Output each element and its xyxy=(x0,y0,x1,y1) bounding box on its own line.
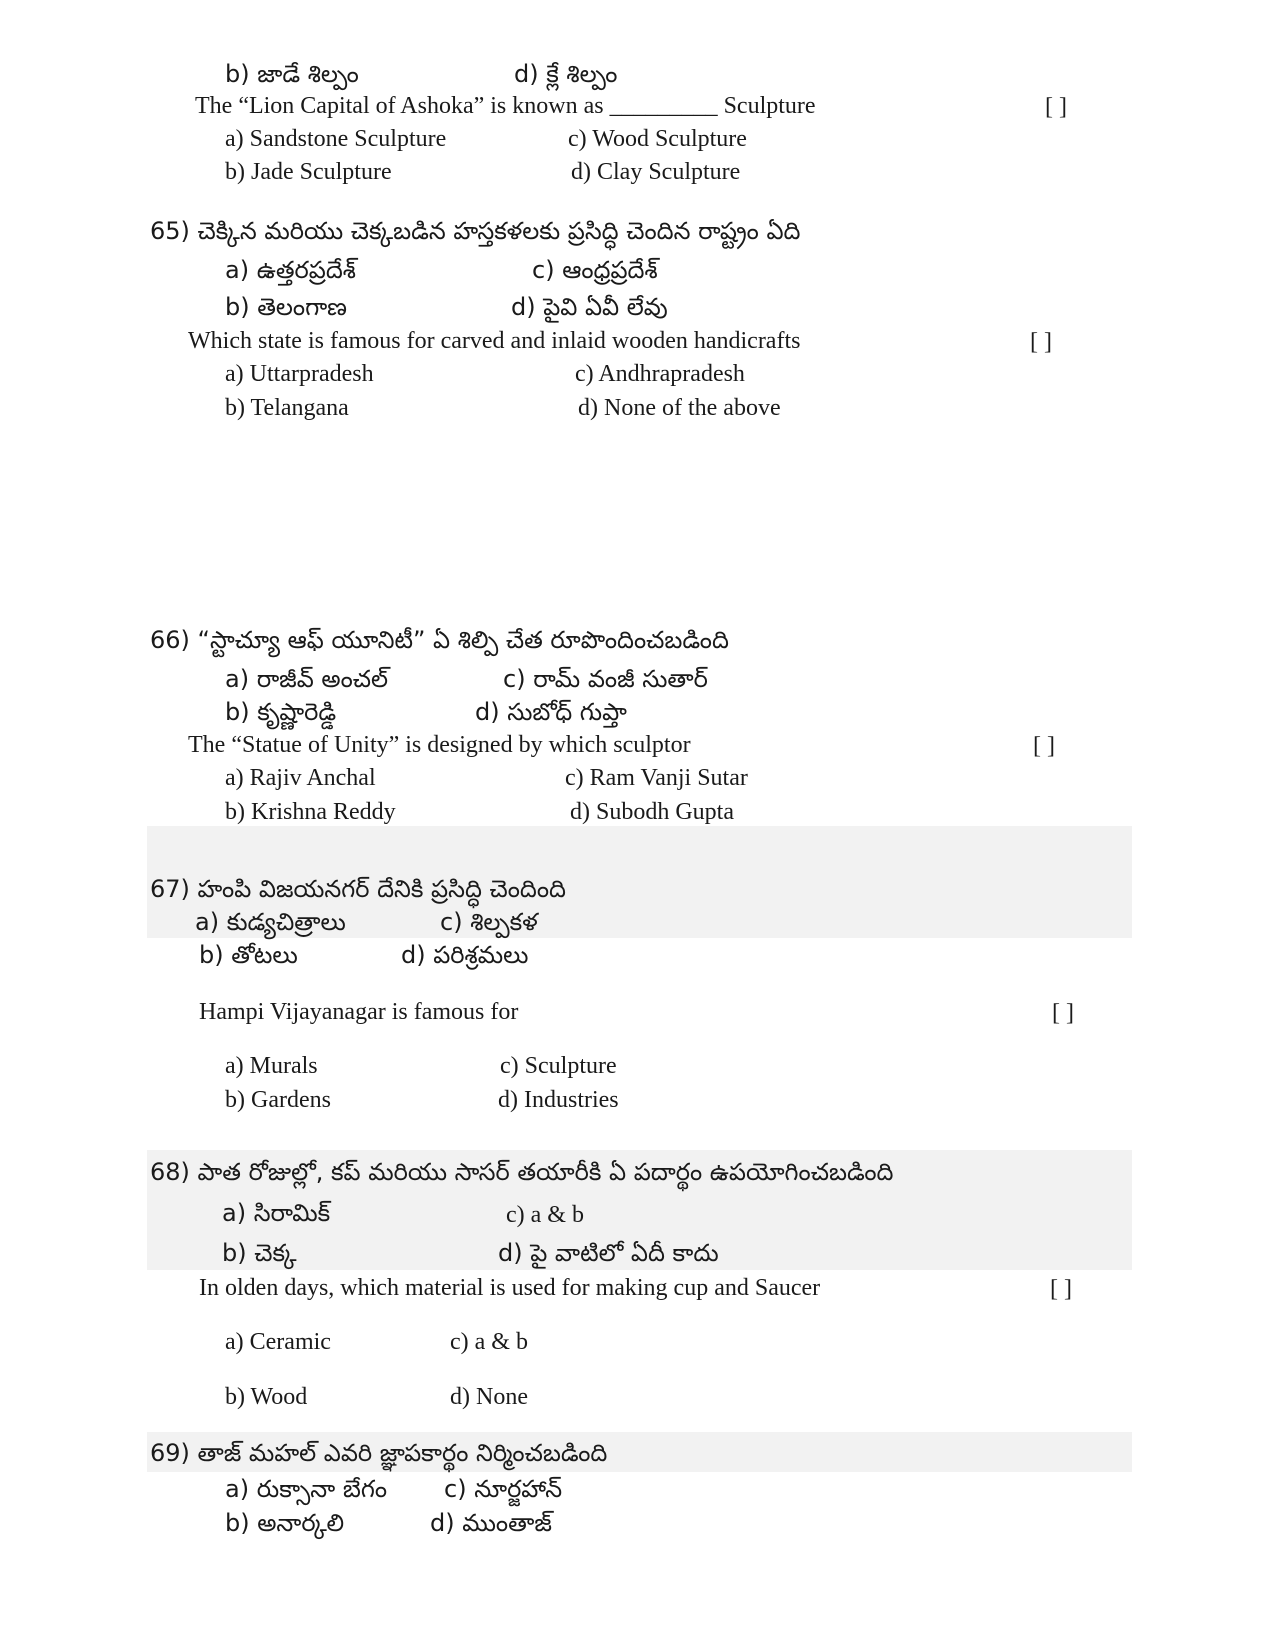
q66-answer-box[interactable]: [ ] xyxy=(1033,733,1055,759)
q65-en-question: Which state is famous for carved and inlaid wooden handicrafts xyxy=(188,328,801,354)
q67-te-option-b: b) తోటలు xyxy=(199,941,298,969)
q67-te-option-d: d) పరిశ్రమలు xyxy=(401,941,529,969)
q68-te-question: 68) పాత రోజుల్లో, కప్ మరియు సాసర్ తయారీకి ఏ పదార్థం ఉపయోగించబడింది xyxy=(150,1158,894,1186)
q66-en-question: The “Statue of Unity” is designed by which sculptor xyxy=(188,732,691,758)
q66-te-option-a: a) రాజీవ్ అంచల్ xyxy=(225,665,389,693)
q69-te-question: 69) తాజ్ మహల్ ఎవరి జ్ఞాపకార్థం నిర్మించబడింది xyxy=(150,1439,608,1467)
q65-te-question: 65) చెక్కిన మరియు చెక్కబడిన హస్తకళలకు ప్రసిద్ధి చెందిన రాష్ట్రం ఏది xyxy=(150,217,801,245)
q65-en-option-a: a) Uttarpradesh xyxy=(225,361,374,387)
q67-te-option-a: a) కుడ్యచిత్రాలు xyxy=(195,908,346,936)
q64-te-option-d: d) క్లే శిల్పం xyxy=(514,60,618,88)
q64-te-option-b: b) జాడే శిల్పం xyxy=(225,60,359,88)
q64-answer-box[interactable]: [ ] xyxy=(1045,94,1067,120)
q66-te-option-d: d) సుబోధ్ గుప్తా xyxy=(475,698,627,726)
q68-te-option-c: c) a & b xyxy=(506,1202,584,1228)
q68-te-option-b: b) చెక్క xyxy=(222,1239,297,1267)
q65-en-option-d: d) None of the above xyxy=(578,395,781,421)
q65-te-option-a: a) ఉత్తరప్రదేశ్ xyxy=(225,256,356,284)
q68-answer-box[interactable]: [ ] xyxy=(1050,1276,1072,1302)
q66-en-option-c: c) Ram Vanji Sutar xyxy=(565,765,748,791)
q68-en-question: In olden days, which material is used for making cup and Saucer xyxy=(199,1275,821,1301)
q66-en-option-d: d) Subodh Gupta xyxy=(570,799,734,825)
q68-en-option-b: b) Wood xyxy=(225,1384,308,1410)
q64-en-option-d: d) Clay Sculpture xyxy=(571,159,741,185)
q66-te-option-c: c) రామ్ వంజీ సుతార్ xyxy=(503,665,708,693)
q65-te-option-d: d) పైవి ఏవీ లేవు xyxy=(511,293,668,321)
q67-answer-box[interactable]: [ ] xyxy=(1052,1000,1074,1026)
q68-en-option-d: d) None xyxy=(450,1384,528,1410)
q67-te-question: 67) హంపి విజయనగర్ దేనికి ప్రసిద్ధి చెందింది xyxy=(150,875,566,903)
q64-en-option-c: c) Wood Sculpture xyxy=(568,126,747,152)
q64-en-question: The “Lion Capital of Ashoka” is known as _________ Sculpture xyxy=(195,93,816,119)
q67-en-option-a: a) Murals xyxy=(225,1053,318,1079)
q64-en-option-b: b) Jade Sculpture xyxy=(225,159,392,185)
q69-te-option-a: a) రుక్సానా బేగం xyxy=(225,1475,387,1503)
q67-en-option-d: d) Industries xyxy=(498,1087,619,1113)
q65-en-option-b: b) Telangana xyxy=(225,395,349,421)
q65-answer-box[interactable]: [ ] xyxy=(1030,329,1052,355)
q69-te-option-b: b) అనార్కలి xyxy=(225,1509,345,1537)
q67-en-option-b: b) Gardens xyxy=(225,1087,331,1113)
q67-en-option-c: c) Sculpture xyxy=(500,1053,617,1079)
q65-te-option-b: b) తెలంగాణ xyxy=(225,293,348,321)
q65-te-option-c: c) ఆంధ్రప్రదేశ్ xyxy=(532,256,658,284)
q66-te-option-b: b) కృష్ణారెడ్డి xyxy=(225,698,337,726)
q69-te-option-c: c) నూర్జహాన్ xyxy=(444,1475,563,1503)
q68-en-option-a: a) Ceramic xyxy=(225,1329,331,1355)
q66-en-option-b: b) Krishna Reddy xyxy=(225,799,396,825)
q66-te-question: 66) “స్టాచ్యూ ఆఫ్ యూనిటీ” ఏ శిల్పి చేత రూపొందించబడింది xyxy=(150,626,729,654)
q67-en-question: Hampi Vijayanagar is famous for xyxy=(199,999,519,1025)
q65-en-option-c: c) Andhrapradesh xyxy=(575,361,745,387)
q68-en-option-c: c) a & b xyxy=(450,1329,528,1355)
q68-te-option-d: d) పై వాటిలో ఏదీ కాదు xyxy=(498,1239,719,1267)
q69-te-option-d: d) ముంతాజ్ xyxy=(430,1509,552,1537)
q66-en-option-a: a) Rajiv Anchal xyxy=(225,765,376,791)
q68-te-option-a: a) సిరామిక్ xyxy=(222,1199,331,1227)
q64-en-option-a: a) Sandstone Sculpture xyxy=(225,126,447,152)
q67-te-option-c: c) శిల్పకళ xyxy=(440,908,538,936)
